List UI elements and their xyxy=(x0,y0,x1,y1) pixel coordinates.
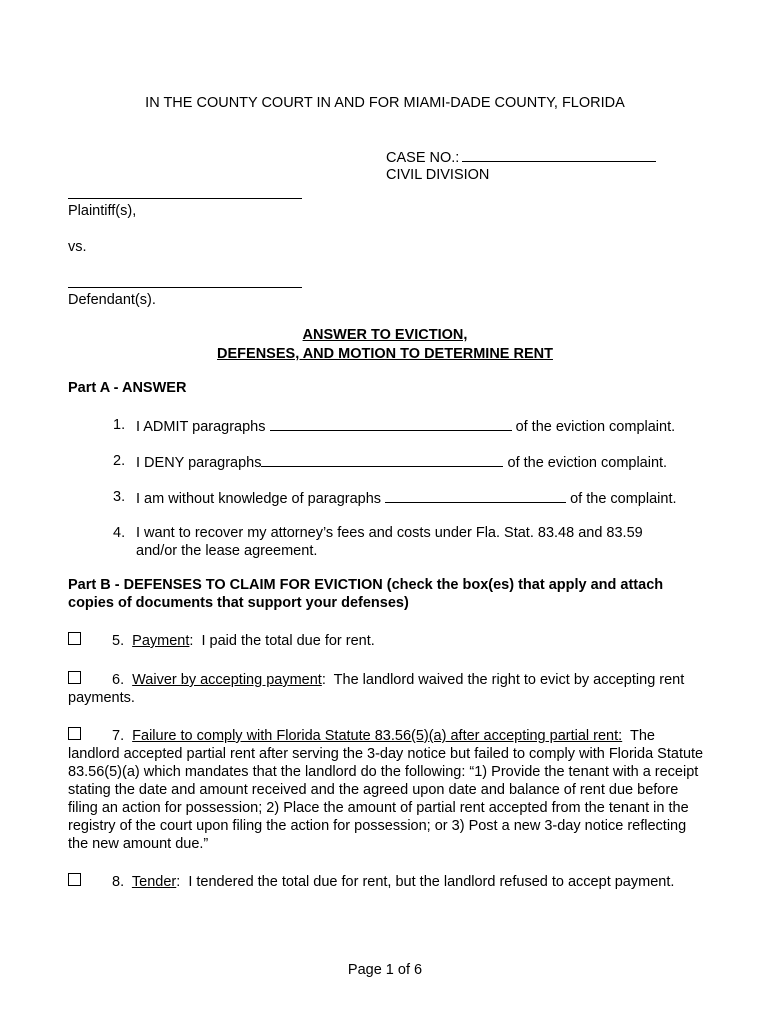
defense-6-number: 6. xyxy=(112,672,125,688)
defense-6-text: The landlord waived the right to evict by accepting rent payments. xyxy=(68,672,685,706)
item-1-admit xyxy=(136,416,716,436)
defense-8-title: Tender xyxy=(131,874,177,890)
case-number-label: CASE NO.: xyxy=(386,150,460,166)
item-2-text: I DENY paragraphs xyxy=(136,455,262,471)
defense-7-number: 7. xyxy=(112,728,125,744)
admit-paragraphs-blank[interactable] xyxy=(270,416,512,431)
versus-label: vs. xyxy=(68,239,87,255)
defense-8 xyxy=(68,873,708,891)
defense-8-text: I tendered the total due for rent, but the landlord refused to accept payment. xyxy=(188,874,675,890)
item-4-number: 4. xyxy=(113,525,126,541)
document-title-line2: DEFENSES, AND MOTION TO DETERMINE RENT xyxy=(217,346,553,362)
item-3-text: I am without knowledge of paragraphs xyxy=(136,491,382,507)
part-a-heading: Part A - ANSWER xyxy=(68,380,187,396)
defense-5-separator: : xyxy=(189,633,194,649)
defense-5-text: I paid the total due for rent. xyxy=(201,633,375,649)
item-2-number: 2. xyxy=(113,453,126,469)
defense-6-title: Waiver by accepting payment xyxy=(132,672,322,688)
defense-7 xyxy=(68,727,708,853)
defendant-label: Defendant(s). xyxy=(68,292,156,308)
plaintiff-label: Plaintiff(s), xyxy=(68,203,137,219)
deny-paragraphs-blank[interactable] xyxy=(261,452,503,467)
item-3-suffix: of the complaint. xyxy=(570,491,677,507)
document-title-line1: ANSWER TO EVICTION, xyxy=(302,327,468,343)
item-2-suffix: of the eviction complaint. xyxy=(507,455,668,471)
defendant-blank[interactable] xyxy=(68,287,302,288)
division-label: CIVIL DIVISION xyxy=(386,167,490,183)
item-3-without-knowledge xyxy=(136,488,716,508)
court-heading: IN THE COUNTY COURT IN AND FOR MIAMI-DADE COUNTY, FLORIDA xyxy=(145,95,625,111)
defense-8-separator: : xyxy=(176,874,181,890)
case-number xyxy=(386,147,656,167)
part-b-heading: Part B - DEFENSES TO CLAIM FOR EVICTION (check the box(es) that apply and attach copies of documents that support your defenses) xyxy=(68,577,664,611)
page-number: Page 1 of 6 xyxy=(347,962,423,978)
defense-5-number: 5. xyxy=(112,633,125,649)
defense-5 xyxy=(68,632,708,650)
case-number-blank[interactable] xyxy=(462,147,656,162)
defense-8-number: 8. xyxy=(112,874,125,890)
item-2-deny xyxy=(136,452,716,472)
defense-7-title: Failure to comply with Florida Statute 83.56(5)(a) after accepting partial rent: xyxy=(132,728,623,744)
item-1-text: I ADMIT paragraphs xyxy=(136,419,266,435)
plaintiff-blank[interactable] xyxy=(68,198,302,199)
defense-5-title: Payment xyxy=(132,633,190,649)
item-1-number: 1. xyxy=(113,417,126,433)
defense-6 xyxy=(68,671,708,707)
item-3-number: 3. xyxy=(113,489,126,505)
item-4-text: I want to recover my attorney’s fees and costs under Fla. Stat. 83.48 and 83.59 and/or the lease agreement. xyxy=(136,525,643,559)
without-knowledge-blank[interactable] xyxy=(385,488,566,503)
defense-6-separator: : xyxy=(321,672,326,688)
defense-7-text: The landlord accepted partial rent after serving the 3-day notice but failed to comply with Florida Statute 83.56(5)(a) which mandates that the landlord do the following: “1) Provide the tenant with a receipt stating the date and amount received and the agreed upon date and balance of rent due before filing an action for possession; 2) Place the amount of partial rent accepted from the tenant in the registry of the court upon filing the action for possession; or 3) Post a new 3-day notice reflecting the new amount due.” xyxy=(68,728,704,852)
item-1-suffix: of the eviction complaint. xyxy=(515,419,676,435)
